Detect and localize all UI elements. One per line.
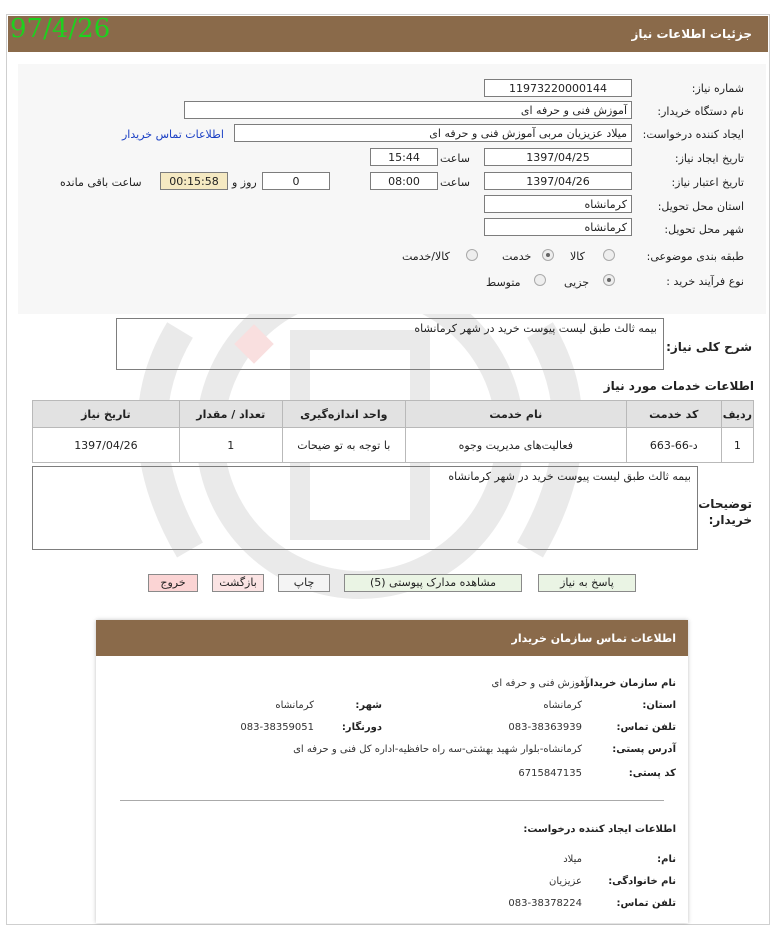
process-option-minor: جزیی bbox=[564, 276, 590, 289]
buyer-contact-card bbox=[96, 620, 688, 923]
buyer-notes-textarea[interactable] bbox=[32, 466, 698, 550]
cell-service-code: د-66-663 bbox=[626, 428, 721, 463]
category-radio-goods-service[interactable] bbox=[466, 249, 478, 261]
print-button[interactable]: چاپ bbox=[278, 574, 330, 592]
cell-unit: با توجه به تو ضیحات bbox=[282, 428, 405, 463]
process-radio-medium[interactable] bbox=[534, 274, 546, 286]
days-remaining-field[interactable]: 0 bbox=[262, 172, 330, 190]
col-row-number: ردیف bbox=[721, 401, 753, 428]
org-name-label: نام سازمان خریدار: bbox=[580, 678, 676, 689]
services-table bbox=[32, 400, 754, 463]
cell-service-name: فعالیت‌های مدیریت وجوه bbox=[405, 428, 626, 463]
created-date-field[interactable]: 1397/04/25 bbox=[484, 148, 632, 166]
day-and-label: روز و bbox=[232, 176, 257, 189]
services-section-title: اطلاعات خدمات مورد نیاز bbox=[603, 379, 754, 393]
process-radio-minor[interactable] bbox=[603, 274, 615, 286]
contact-fax-value: 083-38359051 bbox=[240, 722, 314, 733]
contact-province-value: کرمانشاه bbox=[543, 700, 582, 711]
requester-last-name-value: عزیزیان bbox=[549, 876, 582, 887]
buyer-org-label: نام دستگاه خریدار: bbox=[657, 105, 744, 118]
category-option-goods: کالا bbox=[570, 250, 585, 263]
requester-label: ایجاد کننده درخواست: bbox=[642, 128, 744, 141]
category-radio-goods[interactable] bbox=[603, 249, 615, 261]
created-date-label: تاریخ ایجاد نیاز: bbox=[674, 152, 744, 165]
category-option-service: خدمت bbox=[502, 250, 532, 263]
validity-time-field[interactable]: 08:00 bbox=[370, 172, 438, 190]
contact-address-value: کرمانشاه-بلوار شهید بهشتی-سه راه حافظیه-اداره کل فنی و حرفه ای bbox=[293, 744, 582, 755]
city-label: شهر محل تحویل: bbox=[664, 223, 744, 236]
category-radio-service[interactable] bbox=[542, 249, 554, 261]
summary-label: شرح کلی نیاز: bbox=[666, 340, 752, 354]
contact-city-value: کرمانشاه bbox=[275, 700, 314, 711]
contact-address-label: آدرس پستی: bbox=[612, 744, 676, 755]
buyer-org-field[interactable]: آموزش فنی و حرفه ای bbox=[184, 101, 632, 119]
need-number-label: شماره نیاز: bbox=[691, 82, 744, 95]
category-option-goods-service: کالا/خدمت bbox=[402, 250, 450, 263]
contact-phone-value: 083-38363939 bbox=[508, 722, 582, 733]
process-option-medium: متوسط bbox=[486, 276, 521, 289]
requester-last-name-label: نام خانوادگی: bbox=[608, 876, 676, 887]
exit-button[interactable]: خروج bbox=[148, 574, 198, 592]
requester-field[interactable]: میلاد عزیزیان مربی آموزش فنی و حرفه ای bbox=[234, 124, 632, 142]
card-divider bbox=[120, 800, 664, 801]
page-header bbox=[8, 16, 768, 52]
back-button[interactable]: بازگشت bbox=[212, 574, 264, 592]
col-unit: واحد اندازه‌گیری bbox=[282, 401, 405, 428]
contact-city-label: شهر: bbox=[355, 700, 382, 711]
requester-first-name-value: میلاد bbox=[563, 854, 582, 865]
requester-phone-label: تلفن تماس: bbox=[616, 898, 676, 909]
process-label: نوع فرآیند خرید : bbox=[666, 275, 744, 288]
reply-to-need-button[interactable]: پاسخ به نیاز bbox=[538, 574, 636, 592]
cell-row-number: 1 bbox=[721, 428, 753, 463]
requester-first-name-label: نام: bbox=[657, 854, 676, 865]
col-need-date: تاریخ نیاز bbox=[33, 401, 180, 428]
remaining-time-label: ساعت باقی مانده bbox=[60, 176, 142, 189]
col-service-name: نام خدمت bbox=[405, 401, 626, 428]
date-stamp: 97/4/26 bbox=[10, 14, 111, 44]
table-row[interactable] bbox=[33, 428, 754, 463]
city-field[interactable]: کرمانشاه bbox=[484, 218, 632, 236]
remaining-time-counter: 00:15:58 bbox=[160, 172, 228, 190]
province-field[interactable]: کرمانشاه bbox=[484, 195, 632, 213]
province-label: استان محل تحویل: bbox=[657, 200, 744, 213]
contact-province-label: استان: bbox=[642, 700, 676, 711]
contact-card-header bbox=[96, 620, 688, 656]
contact-card-title: اطلاعات تماس سازمان خریدار bbox=[511, 632, 676, 645]
buyer-contact-link[interactable]: اطلاعات تماس خریدار bbox=[122, 128, 224, 141]
cell-quantity: 1 bbox=[179, 428, 282, 463]
requester-phone-value: 083-38378224 bbox=[508, 898, 582, 909]
col-service-code: کد خدمت bbox=[626, 401, 721, 428]
org-name-value: آموزش فنی و حرفه ای bbox=[491, 678, 588, 689]
created-time-field[interactable]: 15:44 bbox=[370, 148, 438, 166]
cell-need-date: 1397/04/26 bbox=[33, 428, 180, 463]
page-title: جزئیات اطلاعات نیاز bbox=[631, 27, 752, 41]
contact-postal-value: 6715847135 bbox=[518, 768, 582, 779]
buyer-notes-label: توضیحات خریدار: bbox=[698, 497, 752, 527]
need-number-field[interactable]: 11973220000144 bbox=[484, 79, 632, 97]
col-quantity: تعداد / مقدار bbox=[179, 401, 282, 428]
created-time-label: ساعت bbox=[440, 152, 470, 165]
contact-postal-label: کد پستی: bbox=[628, 768, 676, 779]
validity-time-label: ساعت bbox=[440, 176, 470, 189]
requester-section-title: اطلاعات ایجاد کننده درخواست: bbox=[523, 824, 676, 835]
contact-phone-label: تلفن تماس: bbox=[616, 722, 676, 733]
contact-fax-label: دورنگار: bbox=[341, 722, 382, 733]
view-attachments-button[interactable]: مشاهده مدارک پیوستی (5) bbox=[344, 574, 522, 592]
category-label: طبقه بندی موضوعی: bbox=[646, 250, 744, 263]
validity-date-label: تاریخ اعتبار نیاز: bbox=[671, 176, 744, 189]
validity-date-field[interactable]: 1397/04/26 bbox=[484, 172, 632, 190]
table-header-row bbox=[33, 401, 754, 428]
summary-textarea[interactable] bbox=[116, 318, 664, 370]
